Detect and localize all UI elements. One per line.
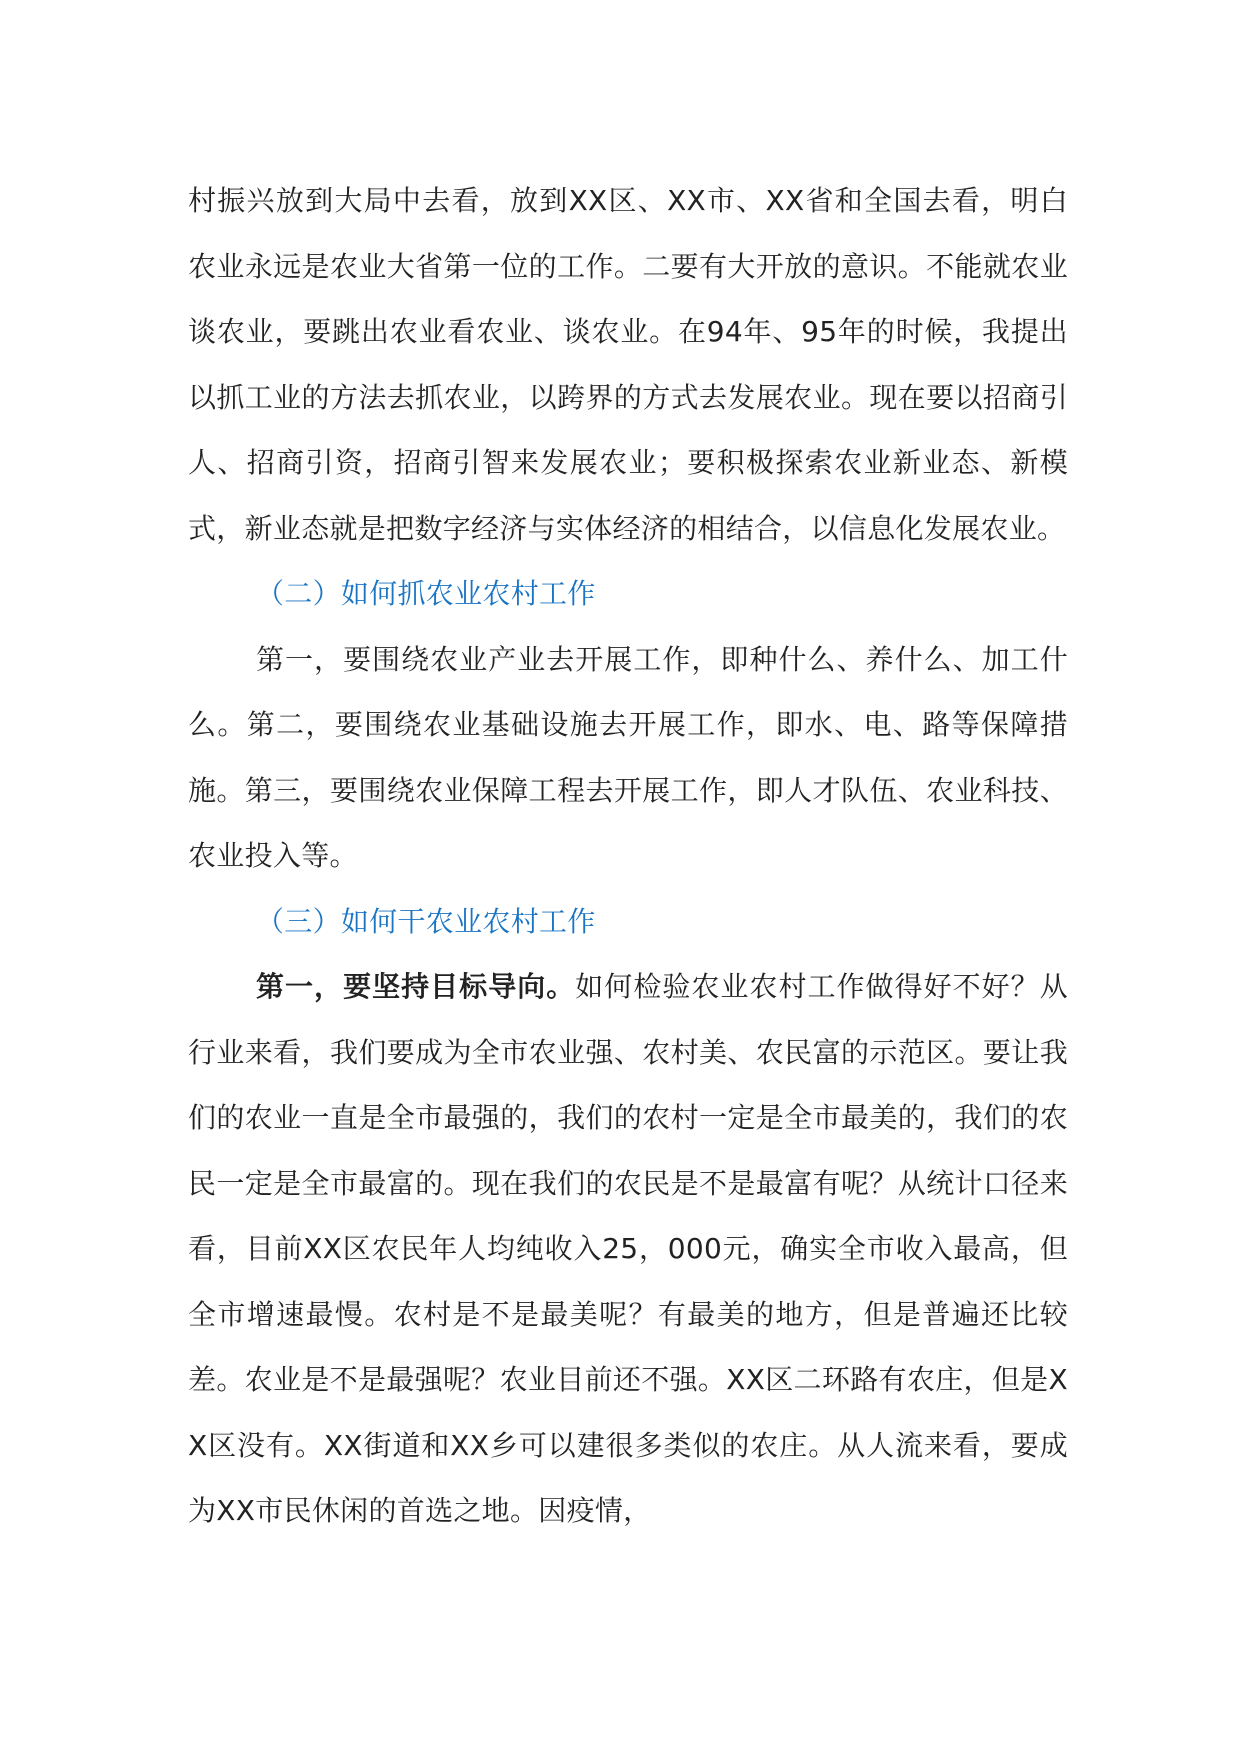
section-heading-2: （二）如何抓农业农村工作 [256,577,596,610]
paragraph-section-2: 第一，要围绕农业产业去开展工作，即种什么、养什么、加工什么。第二，要围绕农业基础设施去开展工作，即水、电、路等保障措施。第三，要围绕农业保障工程去开展工作，即人才队伍、农业科技、农业投入等。 [188,642,1068,872]
paragraph-lead-bold: 第一，要坚持目标导向。 [256,970,576,1003]
paragraph-body: 如何检验农业农村工作做得好不好？从行业来看，我们要成为全市农业强、农村美、农民富的示范区。要让我们的农业一直是全市最强的，我们的农村一定是全市最美的，我们的农民一定是全市最富的。现在我们的农民是不是最富有呢？从统计口径来看，目前XX区农民年人均纯收入25，000元，确实全市收入最高，但全市增速最慢。农村是不是最美呢？有最美的地方，但是普遍还比较差。农业是不是最强呢？农业目前还不强。XX区二环路有农庄，但是XX区没有。XX街道和XX乡可以建很多类似的农庄。从人流来看，要成为XX市民休闲的首选之地。因疫情， [188,970,1068,1527]
paragraph-section-3 [188,954,1068,1544]
document-body [188,168,1068,1544]
section-heading-3: （三）如何干农业农村工作 [256,904,596,938]
paragraph-intro: 村振兴放到大局中去看，放到XX区、XX市、XX省和全国去看，明白农业永远是农业大省第一位的工作。二要有大开放的意识。不能就农业谈农业，要跳出农业看农业、谈农业。在94年、95年的时候，我提出以抓工业的方法去抓农业，以跨界的方式去发展农业。现在要以招商引人、招商引资，招商引智来发展农业；要积极探索农业新业态、新模式，新业态就是把数字经济与实体经济的相结合，以信息化发展农业。 [188,184,1068,545]
